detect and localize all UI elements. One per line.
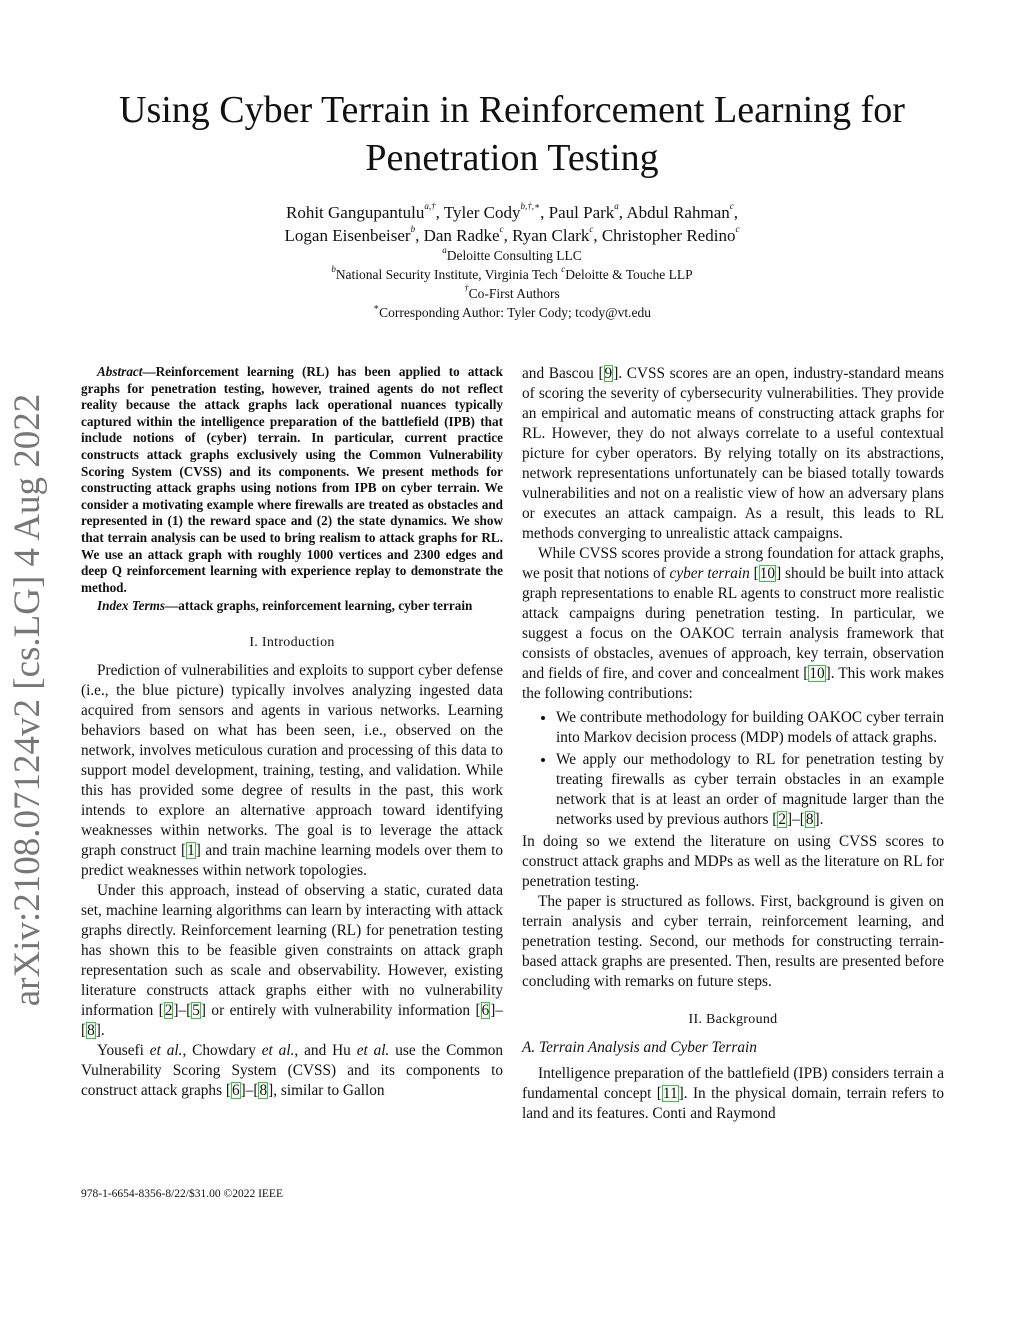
citation-link[interactable]: 10: [809, 665, 825, 682]
affiliation-text: Corresponding Author: Tyler Cody; tcody@vt.edu: [379, 305, 651, 320]
author-separator: ,: [733, 203, 738, 222]
left-column: [81, 364, 503, 1101]
copyright-footer: 978-1-6654-8356-8/22/$31.00 ©2022 IEEE: [81, 1188, 283, 1200]
paragraph-text: use the Common Vulnerability Scoring System (CVSS) and its components to construct attack graphs: [81, 1041, 504, 1099]
section-heading-introduction: I. Introduction: [249, 634, 335, 650]
citation-link[interactable]: 11: [662, 1085, 678, 1102]
affiliation-mark: b: [331, 263, 336, 274]
et-al: et al.: [261, 1041, 295, 1059]
list-item-text: We contribute methodology for building OAKOC cyber terrain into Markov decision process (MDP) models of attack graphs.: [556, 709, 944, 746]
co-first-note: [40, 284, 984, 303]
contribution-item: [556, 708, 944, 748]
author-separator: ,: [415, 226, 424, 245]
list-item-text: We apply our methodology to RL for penetration testing by treating firewalls as cyber terrain obstacles in an example network that is at least an order of magnitude larger than the networks used by previous authors: [556, 751, 944, 828]
paragraph-text: and Bascou: [522, 365, 599, 382]
right-paragraph-2: [522, 832, 944, 892]
author-name: Christopher Redino: [601, 226, 736, 245]
index-terms: [81, 598, 503, 615]
paragraph-text: or entirely with vulnerability information: [206, 1001, 476, 1019]
author-affiliation-mark: c: [729, 201, 734, 212]
list-item-text: .: [819, 811, 824, 828]
arxiv-identifier[interactable]: arXiv:2108.07124v2 [cs.LG] 4 Aug 2022: [7, 393, 48, 1007]
affiliation-mark: ∗: [373, 301, 380, 312]
author-affiliation-mark: c: [589, 224, 594, 235]
author-affiliation-mark: c: [499, 224, 504, 235]
paragraph-text: should be built into attack graph representations to enable RL agents to construct more realistic attack campaigns during penetration testing. In particular, we suggest a focus on the OAKOC terrain analysis framework that consists of obstacles, avenues of approach, key terrain, observation and fields of fire, and cover and concealment: [522, 565, 944, 682]
paragraph-text: . CVSS scores are an open, industry-standard means of scoring the severity of cybersecurity vulnerabilities. They provide an empirical and automatic means of constructing attack graphs for RL. However, they do not always correlate to a useful contextual picture for cyber operators. By relying totally on its abstractions, network representations unfortunately can be biased totally towards vulnerabilities and not on a realistic view of how an adversary plans or executes an attack campaign. As a result, this leads to RL methods converging to unrealistic attack campaigns.: [522, 365, 944, 542]
contribution-item: • We apply our methodology to RL for penetration testing by treating firewalls as cyber terrain obstacles in an example network that is at least an order of magnitude larger than the networks used by previous authors [2]–[8].: [556, 750, 944, 830]
contribution-list: [522, 708, 944, 830]
citation-link[interactable]: 8: [87, 1021, 95, 1039]
abstract-text: —Reinforcement learning (RL) has been applied to attack graphs for penetration testing, however, trained agents do not reflect reality because the attack graphs lack operational nuances typically captured within the intelligence preparation of the battlefield (IPB) that include notions of (cyber) terrain. In particular, current practice constructs attack graphs exclusively using the Common Vulnerability Scoring System (CVSS) and its components. We present methods for constructing attack graphs using notions from IPB on cyber terrain. We consider a motivating example where firewalls are treated as obstacles and represented in (1) the reward space and (2) the state dynamics. We show that terrain analysis can be used to bring realism to attack graphs for RL. We use an attack graph with roughly 1000 vertices and 2300 edges and deep Q reinforcement learning with experience replay to demonstrate the method.: [81, 364, 503, 595]
author-name: Ryan Clark: [512, 226, 590, 245]
abstract-label: Abstract: [97, 364, 143, 379]
affiliation-mark: a: [442, 244, 447, 255]
citation-link[interactable]: 8: [805, 811, 814, 828]
author-line-1: [40, 202, 984, 224]
paragraph-text: . This work makes the following contributions:: [522, 665, 944, 702]
author-name: Logan Eisenbeiser: [284, 226, 411, 245]
paragraph-text: .: [100, 1021, 105, 1039]
paragraph-text: While CVSS scores provide a strong foundation for attack graphs, we posit that notions of: [522, 545, 944, 582]
paragraph-text: Prediction of vulnerabilities and exploits to support cyber defense (i.e., the blue picture) typically involves analyzing ingested data acquired from sensors and agents in various networks. Learning behaviors based on what has been seen, i.e., observed on the network, involves meticulous curation and processing of this data to support model development, training, testing, and validation. While this has provided some degree of results in the past, this work intends to explore an alternative approach toward identifying weaknesses within networks. The goal is to leverage the attack graph construct: [81, 661, 503, 859]
paragraph-text: Yousefi: [97, 1041, 150, 1059]
right-paragraph-3: [522, 892, 944, 992]
paragraph-text: and train machine learning models over them to predict weaknesses within network topologies.: [81, 841, 503, 879]
subsection-heading-terrain: A. Terrain Analysis and Cyber Terrain: [522, 1039, 757, 1056]
citation-link[interactable]: 6: [231, 1081, 240, 1099]
corresponding-note: [40, 303, 984, 322]
paragraph-text: The paper is structured as follows. First, background is given on terrain analysis and cyber terrain, reinforcement learning, and penetration testing. Second, our methods for constructing terrain-based attack graphs are presented. Then, results are presented before concluding with remarks on future steps.: [522, 893, 944, 990]
paragraph-text: Intelligence preparation of the battlefield (IPB) considers terrain a fundamental concept: [522, 1065, 944, 1102]
author-separator: ,: [618, 203, 627, 222]
affiliation-b-c: [40, 265, 984, 284]
section-heading-background: II. Background: [688, 1012, 778, 1027]
author-affiliation-mark: a,†: [424, 201, 436, 212]
range-dash: –: [245, 1081, 254, 1099]
affiliation-mark: c: [561, 263, 566, 274]
author-affiliation-mark: c: [735, 224, 740, 235]
affiliation-text: Deloitte & Touche LLP: [565, 267, 693, 282]
range-dash: –: [178, 1001, 187, 1019]
right-paragraph-1: While CVSS scores provide a strong foundation for attack graphs, we posit that notions of cyber terrain [10] should be built into attack graph representations to enable RL agents to construct more realistic attack campaigns during penetration testing. In particular, we suggest a focus on the OAKOC terrain analysis framework that consists of obstacles, avenues of approach, key terrain, observation and fields of fire, and cover and concealment [10]. This work makes the following contributions:: [522, 545, 944, 702]
paragraph-text: . In the physical domain, terrain refers to land and its features. Conti and Raymond: [522, 1085, 944, 1122]
author-affiliation-mark: a: [614, 201, 619, 212]
paragraph-text: In doing so we extend the literature on using CVSS scores to construct attack graphs and MDPs as well as the literature on RL for penetration testing.: [522, 833, 944, 890]
paragraph-text: , similar to Gallon: [273, 1081, 385, 1099]
paragraph-text: Under this approach, instead of observing a static, curated data set, machine learning algorithms can learn by interacting with attack graphs directly. Reinforcement learning (RL) for penetration testing has shown this to be feasible given constraints on attack graph representation such as scale and observability. However, existing literature constructs attack graphs either with no vulnerability information: [81, 881, 503, 1019]
range-dash: –: [495, 1001, 503, 1019]
citation-link[interactable]: 9: [604, 365, 613, 382]
author-separator: ,: [540, 203, 549, 222]
et-al: et al.: [149, 1041, 183, 1059]
author-separator: ,: [503, 226, 513, 245]
citation-link[interactable]: 1: [187, 841, 195, 859]
right-paragraph-0: and Bascou [9]. CVSS scores are an open, industry-standard means of scoring the severity of cybersecurity vulnerabilities. They provide an empirical and automatic means of constructing attack graphs for RL. However, they do not always correlate to a useful contextual picture for cyber operators. By relying totally on its abstractions, network representations unfortunately can be biased totally towards vulnerabilities and not on a realistic view of how an adversary plans or executes an attack campaign. As a result, this leads to RL methods converging to unrealistic attack campaigns.: [522, 365, 944, 542]
author-name: Rohit Gangupantulu: [285, 203, 425, 222]
citation-link[interactable]: 5: [192, 1001, 200, 1019]
citation-link[interactable]: 2: [164, 1001, 173, 1019]
et-al: et al.: [356, 1041, 390, 1059]
paragraph-text: , Chowdary: [182, 1041, 262, 1059]
paper-title: Using Cyber Terrain in Reinforcement Learning for Penetration Testing: [119, 89, 905, 179]
index-terms-label: Index Terms: [97, 598, 166, 614]
citation-link[interactable]: 8: [259, 1081, 268, 1099]
right-column: [522, 364, 944, 1124]
author-separator: ,: [435, 203, 444, 222]
paragraph-text: , and Hu: [294, 1041, 357, 1059]
abstract: [81, 364, 503, 596]
author-name: Dan Radke: [423, 226, 500, 245]
author-name: Tyler Cody: [443, 203, 521, 222]
affiliation-text: National Security Institute, Virginia Tech: [335, 267, 562, 282]
citation-link[interactable]: 6: [481, 1001, 490, 1019]
author-name: Abdul Rahman: [626, 203, 730, 222]
author-line-2: [40, 225, 984, 247]
intro-paragraph-3: Yousefi et al., Chowdary et al., and Hu et al. use the Common Vulnerability Scoring System (CVSS) and its components to construct attack graphs [6]–[8], similar to Gallon: [81, 1041, 504, 1099]
affiliation-text: Deloitte Consulting LLC: [446, 248, 582, 263]
affiliation-mark: †: [464, 282, 469, 293]
author-separator: ,: [593, 226, 602, 245]
right-paragraph-4: Intelligence preparation of the battlefield (IPB) considers terrain a fundamental concept [11]. In the physical domain, terrain refers to land and its features. Conti and Raymond: [522, 1065, 944, 1122]
range-dash: –: [792, 811, 800, 828]
intro-paragraph-2: Under this approach, instead of observing a static, curated data set, machine learning algorithms can learn by interacting with attack graphs directly. Reinforcement learning (RL) for penetration testing has shown this to be feasible given constraints on attack graph representation such as scale and observability. However, existing literature constructs attack graphs either with no vulnerability information [2]–[5] or entirely with vulnerability information [6]–[8].: [81, 881, 503, 1039]
citation-link[interactable]: 10: [759, 565, 776, 582]
intro-paragraph-1: Prediction of vulnerabilities and exploits to support cyber defense (i.e., the blue picture) typically involves analyzing ingested data acquired from sensors and agents in various networks. Learning behaviors based on what has been seen, i.e., observed on the network, involves meticulous curation and processing of this data to support model development, training, testing, and validation. While this has provided some degree of results in the past, this work intends to explore an alternative approach toward identifying weaknesses within networks. The goal is to leverage the attack graph construct [1] and train machine learning models over them to predict weaknesses within network topologies.: [81, 661, 503, 879]
emphasis-cyber-terrain: cyber terrain: [669, 565, 750, 582]
author-affiliation-mark: b: [410, 224, 416, 235]
author-affiliation-mark: b,†,∗: [520, 201, 541, 212]
affiliation-text: Co-First Authors: [468, 286, 560, 301]
affiliation-a: [40, 246, 984, 265]
index-terms-text: —attack graphs, reinforcement learning, cyber terrain: [165, 598, 473, 614]
author-name: Paul Park: [548, 203, 615, 222]
citation-link[interactable]: 2: [778, 811, 787, 828]
